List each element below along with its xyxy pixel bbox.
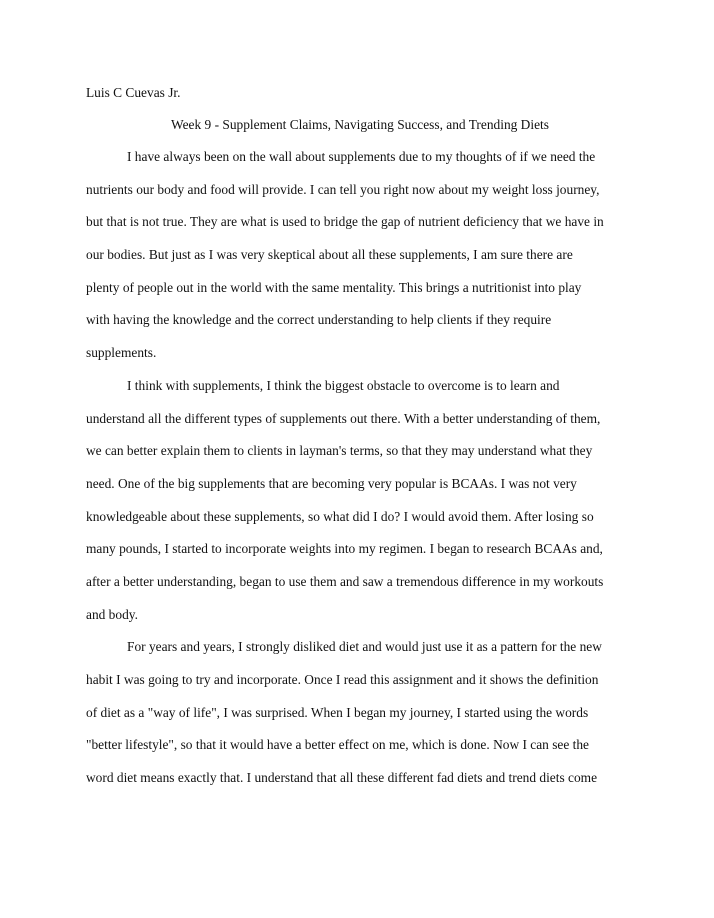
paragraph-line: our bodies. But just as I was very skeptical about all these supplements, I am sure there are (86, 247, 573, 263)
paragraph-1 (86, 147, 634, 376)
paragraph-line: we can better explain them to clients in layman's terms, so that they may understand what they (86, 443, 593, 459)
paragraph-line: I think with supplements, I think the biggest obstacle to overcome is to learn and (127, 377, 560, 393)
paragraph-line: need. One of the big supplements that are becoming very popular is BCAAs. I was not very (86, 475, 577, 491)
paragraph-line: understand all the different types of supplements out there. With a better understanding of them, (86, 410, 601, 426)
author-name: Luis C Cuevas Jr. (86, 85, 181, 100)
paragraph-line: many pounds, I started to incorporate weights into my regimen. I began to research BCAAs and, (86, 541, 603, 557)
paragraph-line: I have always been on the wall about supplements due to my thoughts of if we need the (127, 149, 596, 164)
document-title: Week 9 - Supplement Claims, Navigating Success, and Trending Diets (171, 117, 549, 132)
paragraph-line: plenty of people out in the world with the same mentality. This brings a nutritionist into play (86, 279, 582, 295)
paragraph-line: and body. (86, 606, 138, 622)
paragraph-line: but that is not true. They are what is used to bridge the gap of nutrient deficiency that we have in (86, 214, 604, 230)
paragraph-line: nutrients our body and food will provide. I can tell you right now about my weight loss journey, (86, 181, 600, 197)
paragraph-line: word diet means exactly that. I understand that all these different fad diets and trend diets come (86, 770, 598, 786)
paragraph-line: "better lifestyle", so that it would have a better effect on me, which is done. Now I can see the (86, 737, 589, 753)
paragraph-line: knowledgeable about these supplements, so what did I do? I would avoid them. After losing so (86, 508, 594, 524)
paragraph-line: with having the knowledge and the correct understanding to help clients if they require (86, 312, 552, 328)
paragraph-line: For years and years, I strongly disliked diet and would just use it as a pattern for the new (127, 639, 602, 655)
paragraph-line: of diet as a "way of life", I was surprised. When I began my journey, I started using the words (86, 704, 589, 720)
paragraph-line: supplements. (86, 345, 157, 361)
paragraph-3 (86, 637, 634, 800)
document-body (86, 83, 634, 801)
paragraph-line: habit I was going to try and incorporate. Once I read this assignment and it shows the definition (86, 672, 599, 687)
paragraph-line: after a better understanding, began to use them and saw a tremendous difference in my workouts (86, 573, 604, 589)
paragraph-2 (86, 376, 634, 638)
